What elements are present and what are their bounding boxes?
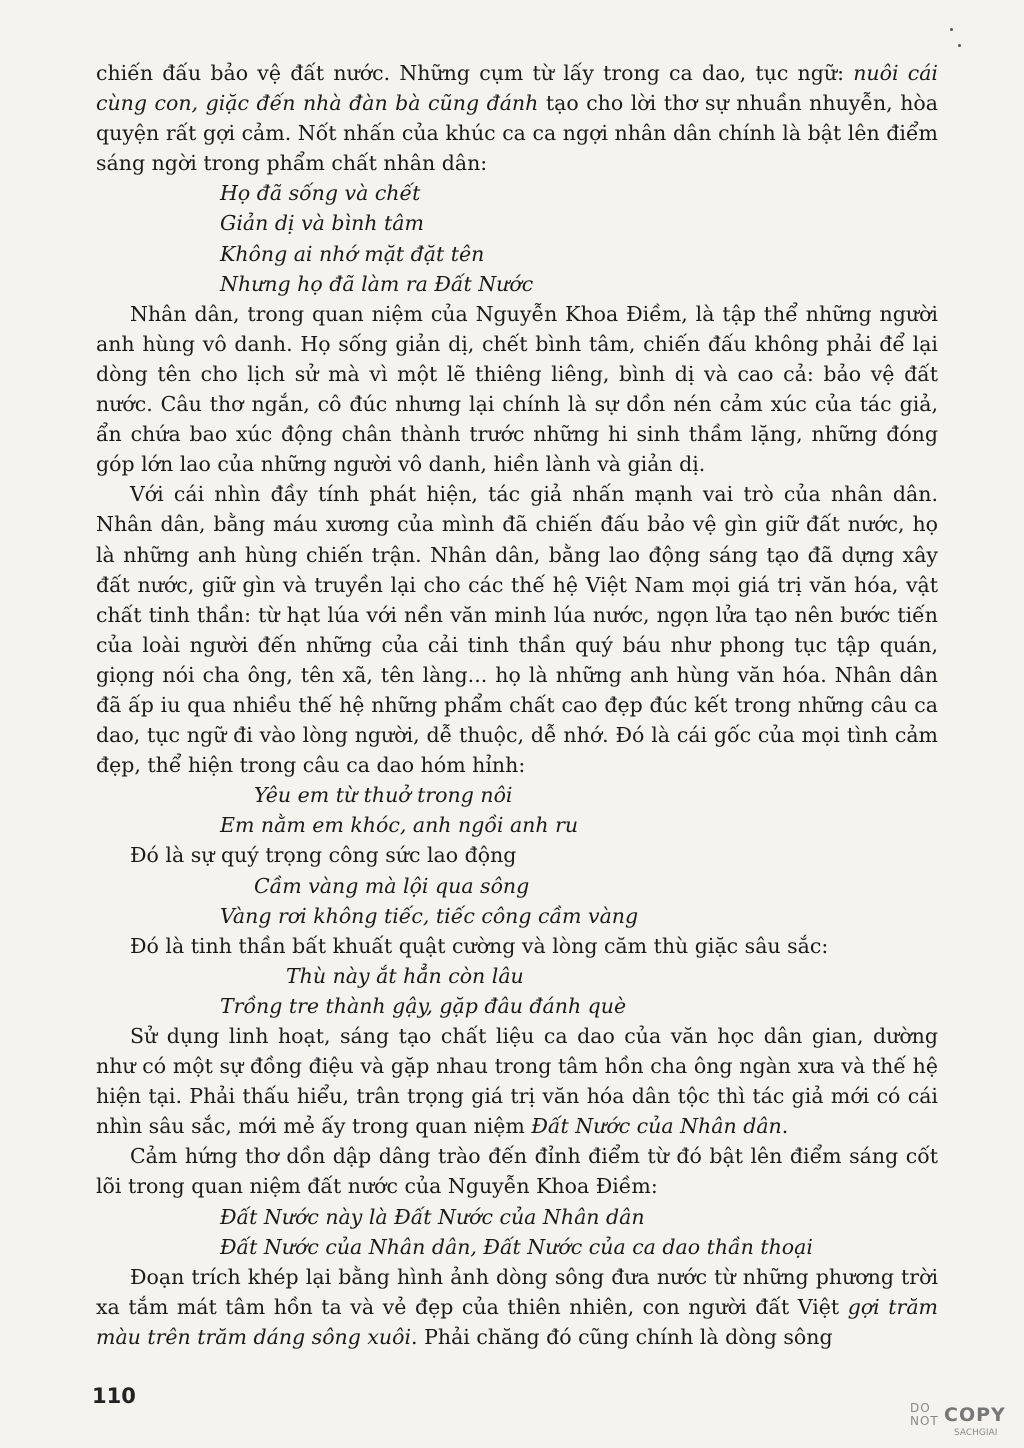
paragraph-text: chiến đấu bảo vệ đất nước. Những cụm từ lấy trong ca dao, tục ngữ: (96, 61, 854, 85)
verse-line: Em nằm em khóc, anh ngồi anh ru (220, 813, 579, 838)
verse-line: Nhưng họ đã làm ra Đất Nước (220, 271, 534, 296)
verse-line: Giản dị và bình tâm (220, 211, 424, 236)
watermark-site: SACHGIAI (954, 1428, 998, 1438)
paragraph-text: Nhân dân, trong quan niệm của Nguyễn Khoa Điềm, là tập thể những người anh hùng vô danh. Họ sống giản dị, chết bình tâm, chiến đấu không phải để lại dòng tên cho lịch sử mà vì một lẽ thiêng liêng, bình dị và cao cả: bảo vệ đất nước. Câu thơ ngắn, cô đúc nhưng lại chính là sự dồn nén cảm xúc của tác giả, ẩn chứa bao xúc động chân thành trước những hi sinh thầm lặng, những đóng góp lớn lao của những người vô danh, hiền lành và giản dị. (96, 301, 938, 477)
paragraph-text: Đoạn trích khép lại bằng hình ảnh dòng sông đưa nước từ những phương trời xa tắm mát tâm hồn ta và vẻ đẹp của thiên nhiên, con người đất Việt (96, 1264, 938, 1319)
paragraph-text: Với cái nhìn đầy tính phát hiện, tác giả nhấn mạnh vai trò của nhân dân. Nhân dân, bằng máu xương của mình đã chiến đấu bảo vệ gìn giữ đất nước, họ là những anh hùng chiến trận. Nhân dân, bằng lao động sáng tạo đã dựng xây đất nước, giữ gìn và truyền lại cho các thế hệ Việt Nam mọi giá trị văn hóa, vật chất tinh thần: từ hạt lúa với nền văn minh lúa nước, ngọn lửa tạo nên bước tiến của loài người đến những của cải tinh thần quý báu như phong tục tập quán, giọng nói cha ông, tên xã, tên làng... họ là những anh hùng văn hóa. Nhân dân đã ấp iu qua nhiều thế hệ những phẩm chất cao đẹp đúc kết trong những câu ca dao, tục ngữ đi vào lòng người, dễ thuộc, dễ nhớ. Đó là cái gốc của mọi tình cảm đẹp, thể hiện trong câu ca dao hóm hỉnh: (96, 482, 938, 778)
verse-line: Trồng tre thành gậy, gặp đâu đánh què (220, 993, 627, 1018)
verse-line: Không ai nhớ mặt đặt tên (220, 241, 485, 266)
italic-quote: gợi trăm màu trên trăm dáng sông xuôi (96, 1294, 938, 1349)
paragraph (96, 1021, 938, 1141)
verse-line: Yêu em từ thuở trong nôi (254, 783, 513, 808)
watermark-line1: DO (910, 1401, 931, 1415)
paragraph (96, 299, 938, 480)
paragraph-text: . (781, 1114, 789, 1139)
paragraph (96, 1262, 938, 1352)
paragraph-text: . Phải chăng đó cũng chính là dòng sông (411, 1324, 833, 1349)
paragraph-text: Sử dụng linh hoạt, sáng tạo chất liệu ca dao của văn học dân gian, dường như có một sự đồng điệu và gặp nhau trong tâm hồn cha ông ngàn xưa và thế hệ hiện tại. Phải thấu hiểu, trân trọng giá trị văn hóa dân tộc thì tác giả mới có cái nhìn sâu sắc, mới mẻ ấy trong quan niệm (96, 1024, 938, 1139)
verse-line: Họ đã sống và chết (220, 181, 421, 206)
verse-line: Vàng rơi không tiếc, tiếc công cầm vàng (220, 903, 639, 928)
verse-line: Đất Nước của Nhân dân, Đất Nước của ca dao thần thoại (220, 1234, 813, 1259)
paragraph-text: tạo cho lời thơ sự nhuần nhuyễn, hòa quyện rất gợi cảm. Nốt nhấn của khúc ca ca ngợi nhân dân chính là bật lên điểm sáng ngời trong phẩm chất nhân dân: (96, 91, 938, 176)
paragraph (96, 931, 938, 961)
verse-line: Cầm vàng mà lội qua sông (254, 873, 530, 898)
scan-speck (950, 28, 953, 31)
paragraph (96, 479, 938, 780)
page-number: 110 (92, 1384, 136, 1408)
paragraph-text: Đó là sự quý trọng công sức lao động (130, 843, 517, 868)
watermark-line2: NOT (910, 1414, 939, 1428)
italic-quote: nuôi cái cùng con, giặc đến nhà đàn bà cũng đánh (96, 61, 938, 116)
italic-quote: Đất Nước của Nhân dân (531, 1114, 782, 1139)
paragraph (96, 1141, 938, 1201)
paragraph (96, 58, 938, 178)
verse-line: Thù này ắt hẳn còn lâu (286, 963, 524, 988)
paragraph-text: Cảm hứng thơ dồn dập dâng trào đến đỉnh điểm từ đó bật lên điểm sáng cốt lõi trong quan niệm đất nước của Nguyễn Khoa Điềm: (96, 1144, 938, 1199)
scan-speck (958, 44, 961, 47)
watermark-word: COPY (944, 1404, 1006, 1426)
do-not-copy-watermark (910, 1402, 1010, 1440)
paragraph (96, 840, 938, 870)
book-page-body (96, 58, 938, 1352)
paragraph-text: Đó là tinh thần bất khuất quật cường và lòng căm thù giặc sâu sắc: (130, 933, 829, 958)
verse-line: Đất Nước này là Đất Nước của Nhân dân (220, 1204, 645, 1229)
